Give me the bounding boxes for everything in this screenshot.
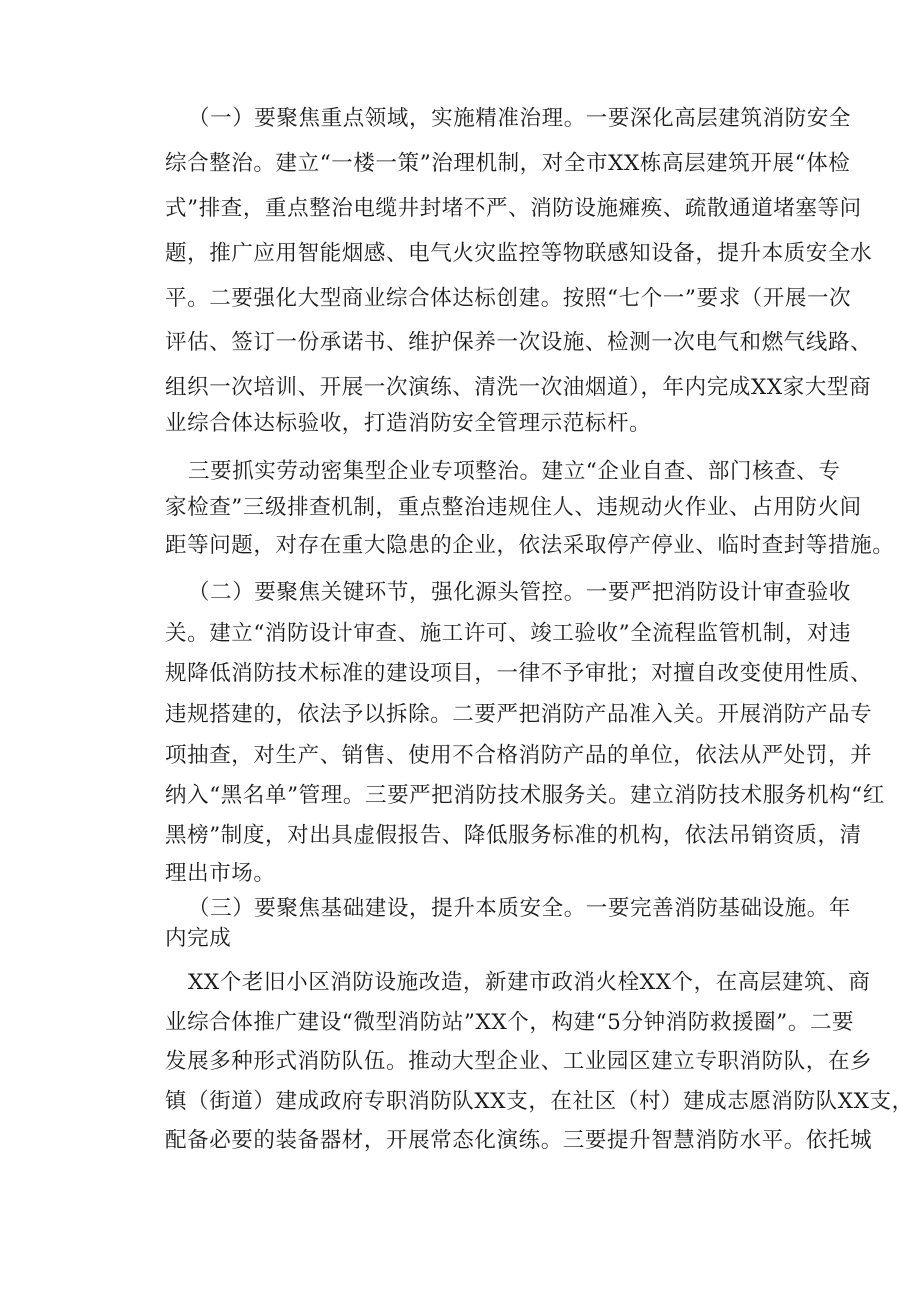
text-line: 理出市场。 — [165, 861, 276, 886]
text-line: 距等问题，对存在重大隐患的企业，依法采取停产停业、临时查封等措施。 — [165, 533, 895, 558]
text-line: 纳入“黑名单”管理。三要严把消防技术服务关。建立消防技术服务机构“红 — [165, 783, 885, 808]
text-line: 违规搭建的，依法予以拆除。二要严把消防产品准入关。开展消防产品专 — [165, 702, 873, 727]
text-line: 组织一次培训、开展一次演练、清洗一次油烟道），年内完成XX家大型商 — [165, 375, 872, 400]
text-line: （三）要聚焦基础建设，提升本质安全。一要完善消防基础设施。年 — [188, 896, 852, 921]
text-line: 评估、签订一份承诺书、维护保养一次设施、检测一次电气和燃气线路、 — [165, 330, 873, 355]
text-line: 黑榜”制度，对出具虚假报告、降低服务标准的机构，依法吊销资质，清 — [165, 823, 862, 848]
text-line: 配备必要的装备器材，开展常态化演练。三要提升智慧消防水平。依托城 — [165, 1128, 873, 1153]
text-line: 平。二要强化大型商业综合体达标创建。按照“七个一”要求（开展一次 — [165, 286, 852, 311]
text-line: 关。建立“消防设计审查、施工许可、竣工验收”全流程监管机制，对违 — [165, 621, 852, 646]
text-line: 家检查”三级排查机制，重点整治违规住人、违规动火作业、占用防火间 — [165, 495, 862, 520]
text-line: 业综合体达标验收，打造消防安全管理示范标杆。 — [165, 411, 652, 436]
text-line: 综合整治。建立“一楼一策”治理机制，对全市XX栋高层建筑开展“体检 — [165, 151, 851, 176]
text-line: 发展多种形式消防队伍。推动大型企业、工业园区建立专职消防队，在乡 — [165, 1049, 873, 1074]
text-line: XX个老旧小区消防设施改造，新建市政消火栓XX个，在高层建筑、商 — [188, 970, 871, 995]
text-line: 项抽查，对生产、销售、使用不合格消防产品的单位，依法从严处罚，并 — [165, 743, 873, 768]
text-line: 式”排查，重点整治电缆井封堵不严、消防设施瘫痪、疏散通道堵塞等问 — [165, 196, 862, 221]
text-line: 规降低消防技术标准的建设项目，一律不予审批；对擅自改变使用性质、 — [165, 661, 873, 686]
text-line: 内完成 — [165, 926, 232, 951]
text-line: 业综合体推广建设“微型消防站”XX个，构建“5分钟消防救援圈”。二要 — [165, 1010, 855, 1035]
text-line: 镇（街道）建成政府专职消防队XX支，在社区（村）建成志愿消防队XX支， — [165, 1089, 914, 1114]
text-line: 三要抓实劳动密集型企业专项整治。建立“企业自查、部门核查、专 — [188, 459, 841, 484]
text-line: 题，推广应用智能烟感、电气火灾监控等物联感知设备，提升本质安全水 — [165, 241, 873, 266]
text-line: （一）要聚焦重点领域，实施精准治理。一要深化高层建筑消防安全 — [188, 106, 852, 131]
text-line: （二）要聚焦关键环节，强化源头管控。一要严把消防设计审查验收 — [188, 580, 852, 605]
